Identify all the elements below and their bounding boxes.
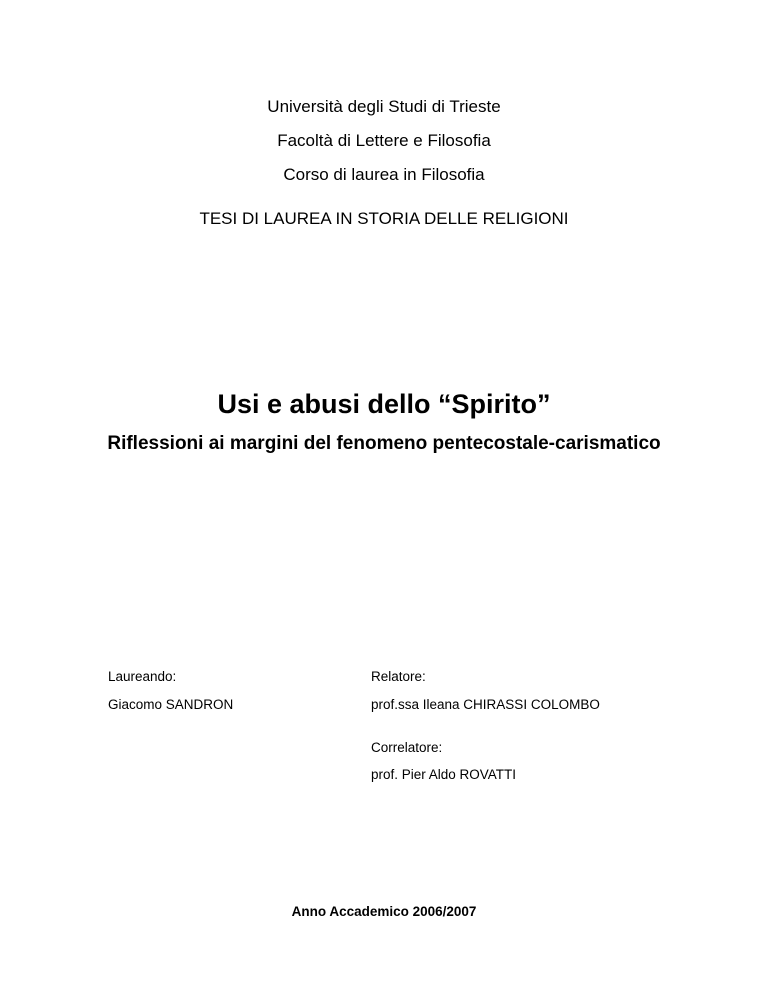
student-label: Laureando: — [108, 669, 177, 684]
coadvisor-label: Correlatore: — [371, 740, 443, 755]
thesis-title: Usi e abusi dello “Spirito” — [217, 389, 551, 419]
university-name: Università degli Studi di Trieste — [267, 97, 501, 116]
academic-year: Anno Accademico 2006/2007 — [291, 904, 477, 919]
thesis-type: TESI DI LAUREA IN STORIA DELLE RELIGIONI — [199, 209, 569, 228]
advisor-name: prof.ssa Ileana CHIRASSI COLOMBO — [371, 697, 600, 712]
thesis-subtitle: Riflessioni ai margini del fenomeno pentecostale-carismatico — [107, 433, 661, 454]
faculty-name: Facoltà di Lettere e Filosofia — [277, 131, 491, 150]
course-name: Corso di laurea in Filosofia — [283, 165, 485, 184]
coadvisor-name: prof. Pier Aldo ROVATTI — [371, 767, 517, 782]
student-name: Giacomo SANDRON — [108, 697, 234, 712]
advisor-label: Relatore: — [371, 669, 426, 684]
